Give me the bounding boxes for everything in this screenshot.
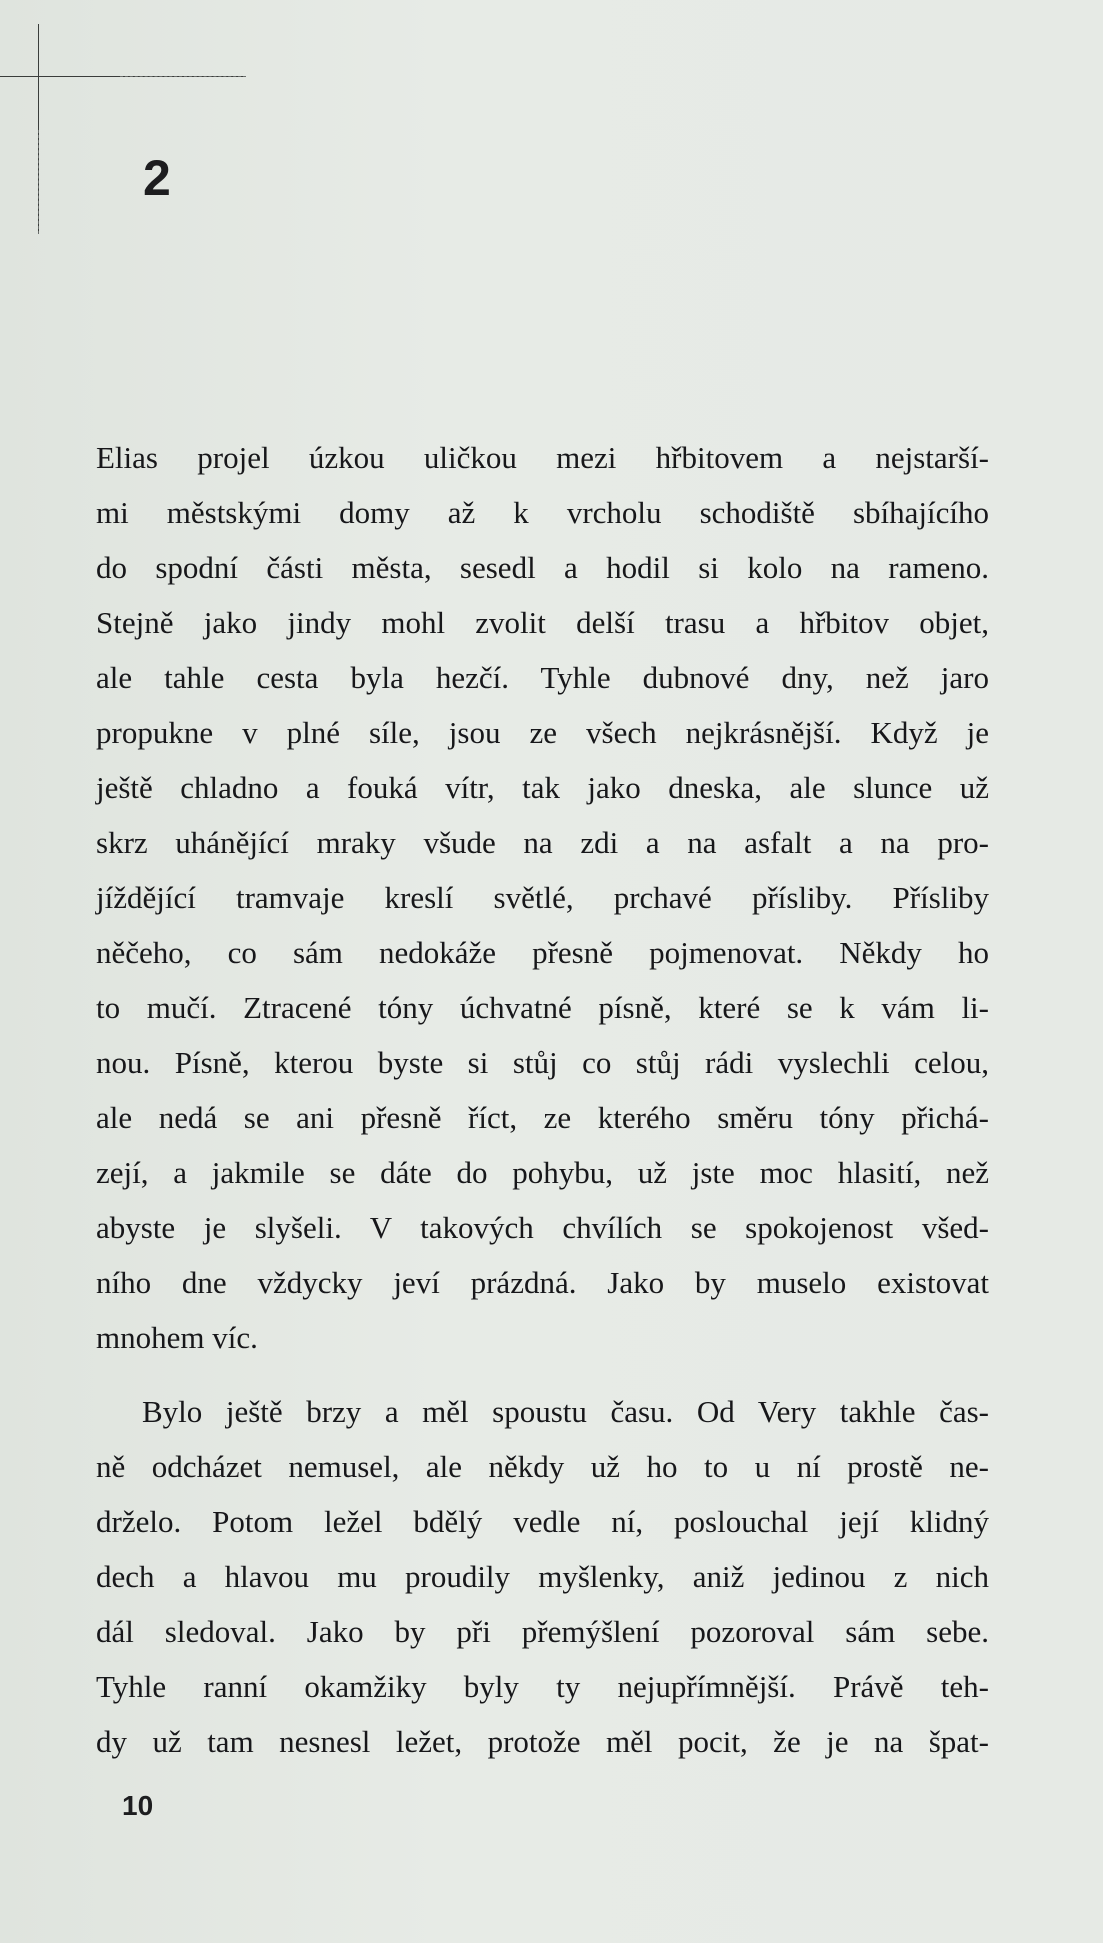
text-line: dál sledoval. Jako by při přemýšlení pozoroval sám sebe.: [96, 1614, 989, 1649]
text-line: ně odcházet nemusel, ale někdy už ho to u ní prostě ne-: [96, 1449, 989, 1484]
text-line: ale tahle cesta byla hezčí. Tyhle dubnové dny, než jaro: [96, 660, 989, 695]
text-line: do spodní části města, sesedl a hodil si kolo na rameno.: [96, 550, 989, 585]
text-line: Bylo ještě brzy a měl spoustu času. Od Very takhle čas-: [142, 1394, 989, 1429]
text-line: abyste je slyšeli. V takových chvílích se spokojenost všed-: [96, 1210, 989, 1245]
text-line: drželo. Potom ležel bdělý vedle ní, poslouchal její klidný: [96, 1504, 989, 1539]
text-line: Stejně jako jindy mohl zvolit delší trasu a hřbitov objet,: [96, 605, 989, 640]
text-line: mi městskými domy až k vrcholu schodiště sbíhajícího: [96, 495, 989, 530]
body-text: [96, 430, 989, 1769]
text-line: zejí, a jakmile se dáte do pohybu, už jste moc hlasití, než: [96, 1155, 989, 1190]
crop-mark-horizontal-dashed: [120, 76, 246, 77]
text-line: dy už tam nesnesl ležet, protože měl pocit, že je na špat-: [96, 1724, 989, 1759]
text-line: ního dne vždycky jeví prázdná. Jako by muselo existovat: [96, 1265, 989, 1300]
page-number: 10: [122, 1790, 154, 1821]
text-line: Elias projel úzkou uličkou mezi hřbitovem a nejstarší-: [96, 440, 989, 475]
text-line: propukne v plné síle, jsou ze všech nejkrásnější. Když je: [96, 715, 989, 750]
text-line: něčeho, co sám nedokáže přesně pojmenovat. Někdy ho: [96, 935, 989, 970]
text-line: dech a hlavou mu proudily myšlenky, aniž jedinou z nich: [96, 1559, 989, 1594]
paragraph-2: [96, 1384, 989, 1769]
text-line: ale nedá se ani přesně říct, ze kterého směru tóny přichá-: [96, 1100, 989, 1135]
text-line: mnohem víc.: [96, 1320, 258, 1355]
text-line: nou. Písně, kterou byste si stůj co stůj rádi vyslechli celou,: [96, 1045, 989, 1080]
paragraph-1: [96, 430, 989, 1365]
text-line: Tyhle ranní okamžiky byly ty nejupřímnější. Právě teh-: [96, 1669, 989, 1704]
text-line: to mučí. Ztracené tóny úchvatné písně, které se k vám li-: [96, 990, 989, 1025]
text-line: ještě chladno a fouká vítr, tak jako dneska, ale slunce už: [96, 770, 989, 805]
chapter-number: 2: [143, 150, 171, 206]
text-line: jíždějící tramvaje kreslí světlé, prchavé přísliby. Přísliby: [96, 880, 989, 915]
text-line: skrz uhánějící mraky všude na zdi a na asfalt a na pro-: [96, 825, 989, 860]
crop-mark-vertical-dashed: [38, 130, 39, 234]
